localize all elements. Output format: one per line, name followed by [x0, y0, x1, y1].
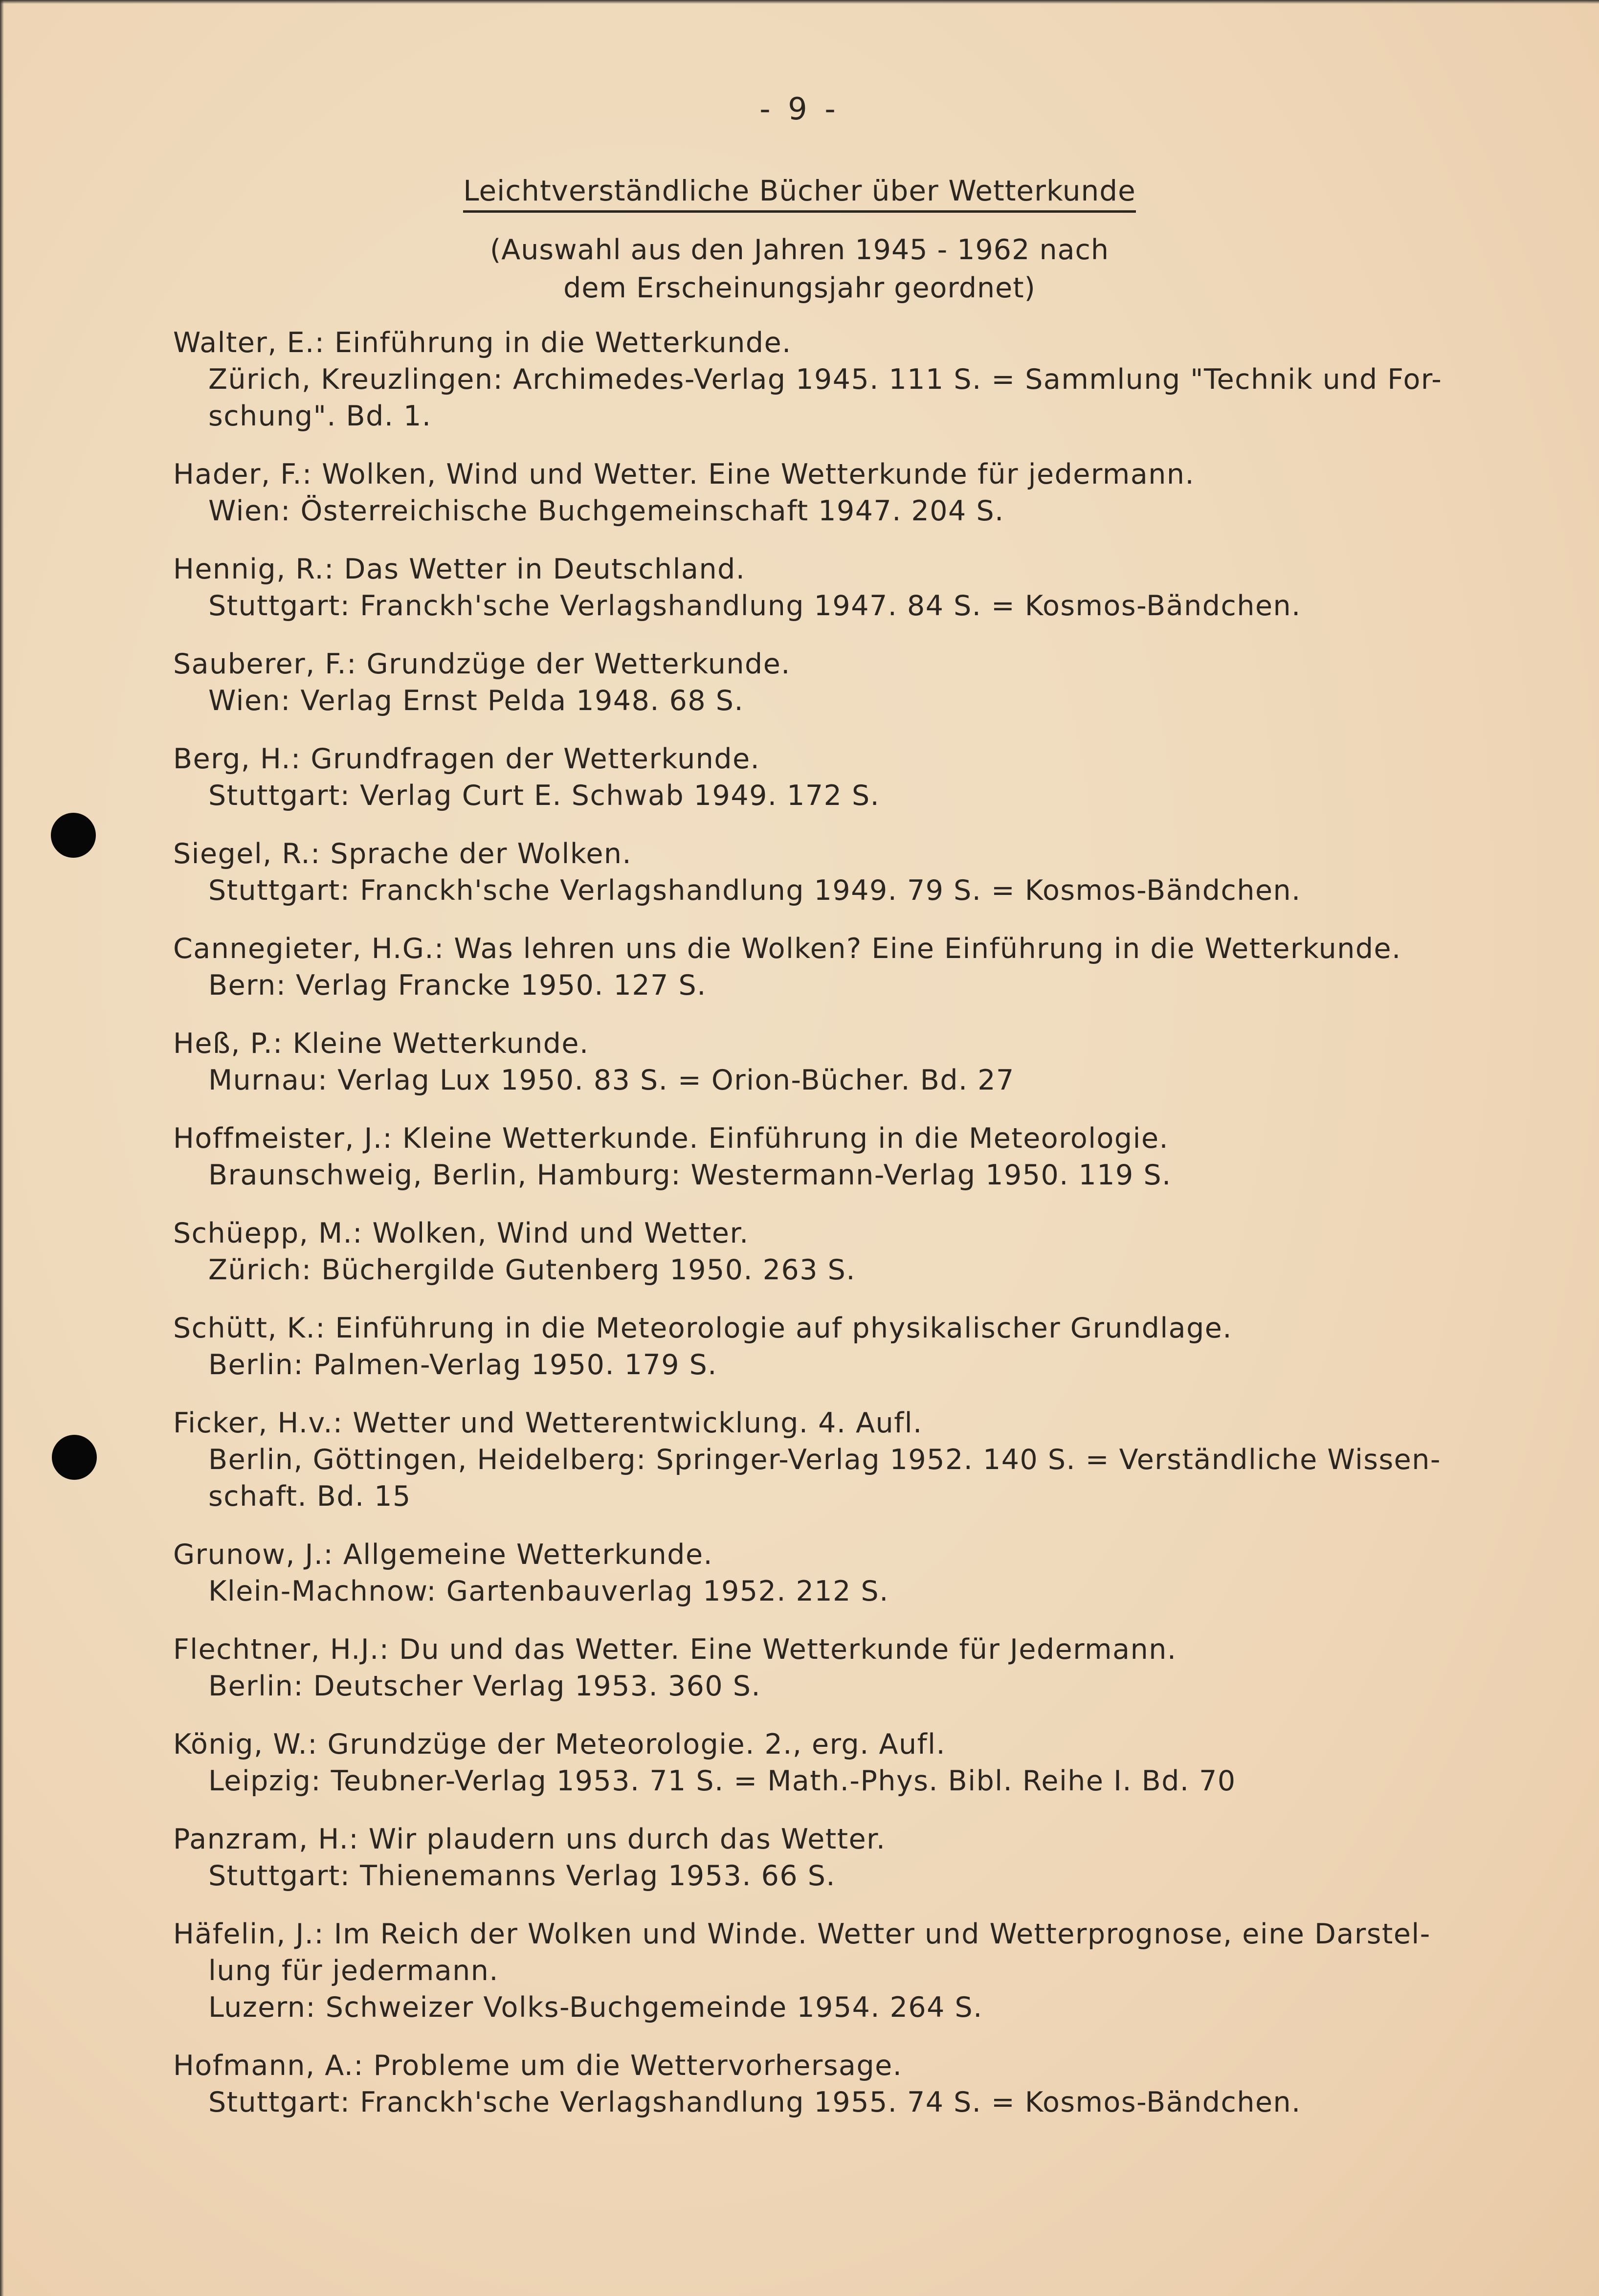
- entry-publication: Berlin: Palmen-Verlag 1950. 179 S.: [208, 1349, 717, 1381]
- page-number: - 9 -: [759, 91, 840, 127]
- bibliography-entry: [173, 1120, 1435, 1194]
- entry-publication: Berlin, Göttingen, Heidelberg: Springer-Verlag 1952. 140 S. = Verständliche Wissen-: [208, 1444, 1441, 1476]
- bibliography-entry: [173, 1821, 1435, 1895]
- entry-publication: Braunschweig, Berlin, Hamburg: Westermann-Verlag 1950. 119 S.: [208, 1159, 1172, 1191]
- bibliography-entry: [173, 741, 1435, 814]
- page-title: Leichtverständliche Bücher über Wetterkunde: [463, 174, 1136, 213]
- bibliography-entry: [173, 551, 1435, 624]
- entry-author-title: Häfelin, J.: Im Reich der Wolken und Winde. Wetter und Wetterprognose, eine Darstel-: [173, 1918, 1431, 1950]
- entry-author-title: Hennig, R.: Das Wetter in Deutschland.: [173, 553, 746, 585]
- entry-author-title: Hader, F.: Wolken, Wind und Wetter. Eine Wetterkunde für jedermann.: [173, 458, 1195, 490]
- scan-edge-top: [0, 0, 1599, 4]
- bibliography-entry: [173, 836, 1435, 909]
- entry-author-title: Heß, P.: Kleine Wetterkunde.: [173, 1027, 589, 1060]
- bibliography-entry: [173, 1916, 1435, 2026]
- entry-publication: Berlin: Deutscher Verlag 1953. 360 S.: [208, 1670, 761, 1702]
- bibliography-list: [173, 325, 1443, 2142]
- entry-publication: Stuttgart: Verlag Curt E. Schwab 1949. 172 S.: [208, 780, 880, 812]
- bibliography-entry: [173, 646, 1435, 719]
- entry-author-title: Walter, E.: Einführung in die Wetterkunde.: [173, 327, 792, 359]
- bibliography-entry: [173, 1726, 1435, 1800]
- entry-author-title: Ficker, H.v.: Wetter und Wetterentwicklung. 4. Aufl.: [173, 1407, 923, 1439]
- entry-author-title: Sauberer, F.: Grundzüge der Wetterkunde.: [173, 648, 791, 680]
- subtitle-line: (Auswahl aus den Jahren 1945 - 1962 nach: [490, 234, 1109, 266]
- punch-hole: [52, 1435, 97, 1480]
- entry-author-title: lung für jedermann.: [208, 1955, 499, 1987]
- entry-publication: Murnau: Verlag Lux 1950. 83 S. = Orion-Bücher. Bd. 27: [208, 1064, 1015, 1096]
- bibliography-entry: [173, 325, 1443, 435]
- entry-publication: schung". Bd. 1.: [208, 400, 432, 432]
- entry-publication: Luzern: Schweizer Volks-Buchgemeinde 1954. 264 S.: [208, 1991, 983, 2024]
- bibliography-entry: [173, 1631, 1435, 1705]
- heading: [0, 174, 1599, 213]
- subtitle: [0, 231, 1599, 307]
- entry-author-title: Siegel, R.: Sprache der Wolken.: [173, 838, 632, 870]
- subtitle-line: dem Erscheinungsjahr geordnet): [563, 272, 1036, 304]
- bibliography-entry: [173, 931, 1435, 1004]
- entry-author-title: Hofmann, A.: Probleme um die Wettervorhersage.: [173, 2050, 903, 2082]
- entry-publication: Stuttgart: Franckh'sche Verlagshandlung 1949. 79 S. = Kosmos-Bändchen.: [208, 874, 1301, 907]
- entry-author-title: Panzram, H.: Wir plaudern uns durch das Wetter.: [173, 1823, 886, 1855]
- entry-author-title: Cannegieter, H.G.: Was lehren uns die Wolken? Eine Einführung in die Wetterkunde.: [173, 933, 1401, 965]
- entry-publication: Zürich, Kreuzlingen: Archimedes-Verlag 1945. 111 S. = Sammlung "Technik und For-: [208, 363, 1443, 396]
- bibliography-entry: [173, 456, 1435, 530]
- bibliography-entry: [173, 1537, 1435, 1610]
- entry-publication: Stuttgart: Franckh'sche Verlagshandlung 1955. 74 S. = Kosmos-Bändchen.: [208, 2086, 1301, 2118]
- entry-publication: Stuttgart: Franckh'sche Verlagshandlung 1947. 84 S. = Kosmos-Bändchen.: [208, 590, 1301, 622]
- bibliography-entry: [173, 1310, 1435, 1383]
- entry-publication: Wien: Österreichische Buchgemeinschaft 1947. 204 S.: [208, 495, 1004, 527]
- bibliography-entry: [173, 1025, 1435, 1099]
- entry-author-title: Schüepp, M.: Wolken, Wind und Wetter.: [173, 1217, 749, 1249]
- entry-publication: Leipzig: Teubner-Verlag 1953. 71 S. = Math.-Phys. Bibl. Reihe I. Bd. 70: [208, 1765, 1236, 1797]
- entry-author-title: Hoffmeister, J.: Kleine Wetterkunde. Einführung in die Meteorologie.: [173, 1122, 1169, 1155]
- bibliography-entry: [173, 1405, 1441, 1515]
- entry-author-title: König, W.: Grundzüge der Meteorologie. 2., erg. Aufl.: [173, 1728, 946, 1761]
- entry-author-title: Schütt, K.: Einführung in die Meteorologie auf physikalischer Grundlage.: [173, 1312, 1232, 1344]
- entry-author-title: Berg, H.: Grundfragen der Wetterkunde.: [173, 743, 760, 775]
- entry-publication: Stuttgart: Thienemanns Verlag 1953. 66 S.: [208, 1860, 836, 1892]
- entry-publication: Zürich: Büchergilde Gutenberg 1950. 263 S.: [208, 1254, 856, 1286]
- entry-publication: schaft. Bd. 15: [208, 1480, 411, 1513]
- entry-author-title: Flechtner, H.J.: Du und das Wetter. Eine Wetterkunde für Jedermann.: [173, 1633, 1177, 1666]
- scan-edge-left: [0, 0, 4, 2296]
- bibliography-entry: [173, 1215, 1435, 1289]
- entry-publication: Bern: Verlag Francke 1950. 127 S.: [208, 969, 707, 1002]
- entry-publication: Klein-Machnow: Gartenbauverlag 1952. 212 S.: [208, 1575, 889, 1607]
- entry-author-title: Grunow, J.: Allgemeine Wetterkunde.: [173, 1538, 713, 1571]
- entry-publication: Wien: Verlag Ernst Pelda 1948. 68 S.: [208, 685, 744, 717]
- punch-hole: [51, 813, 96, 858]
- bibliography-entry: [173, 2048, 1435, 2121]
